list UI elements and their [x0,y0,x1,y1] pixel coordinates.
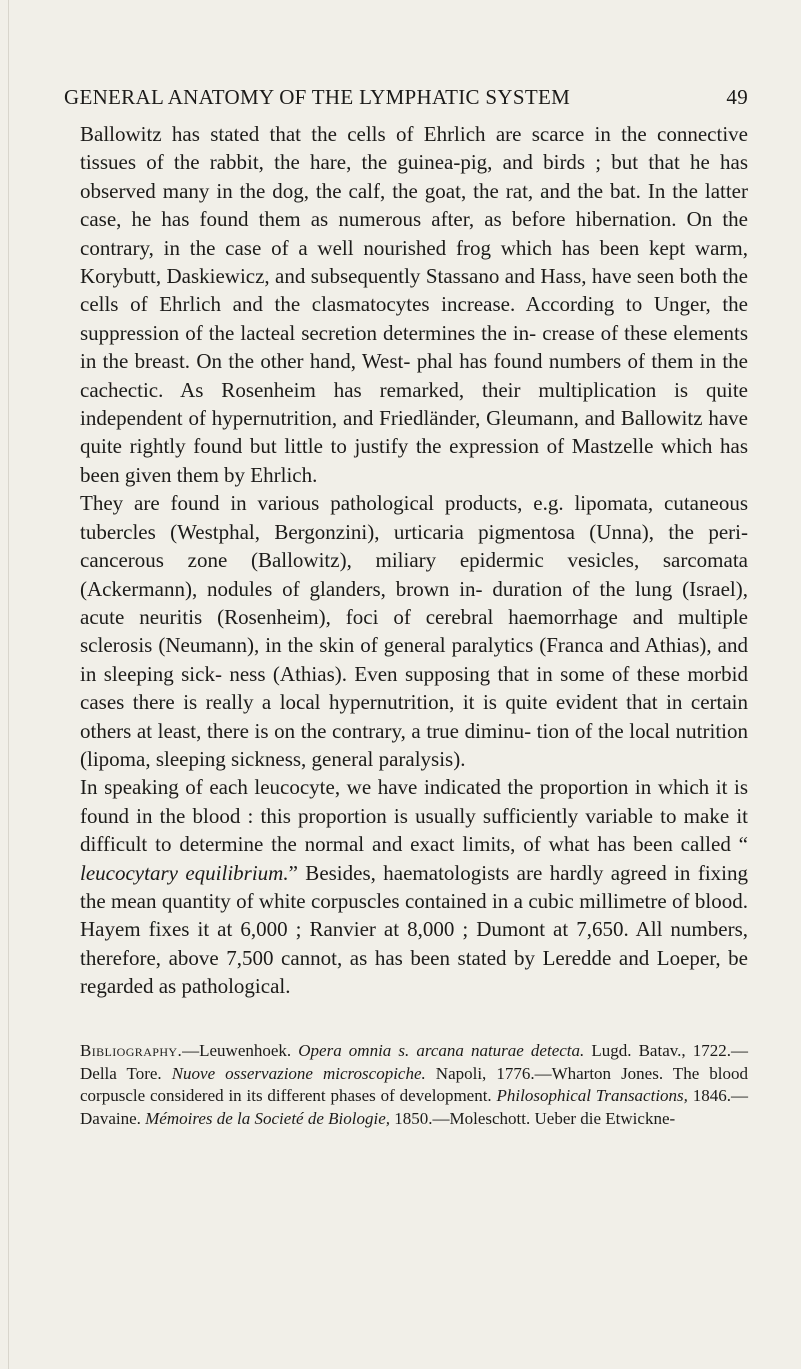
paragraph-3-text-b: ” Besides, haematologists are hardly agreed in fixing the mean quantity of white corpuscles contained in a cubic millimetre of blood. Hayem fixes it at 6,000 ; Ranvier at 8,000 ; Dumont at 7,650. All numbers, therefore, above 7,500 cannot, as has been stated by Leredde and Loeper, be regarded as pathological. [80,860,748,999]
bibliography-text-3: Napoli, 1776.—Wharton Jones. The blood corpuscle considered in its different phases of development. [80,1063,748,1105]
page-edge-rule [8,0,9,1369]
bibliography-italic-4: Mémoires de la Societé de Biologie, [145,1108,390,1128]
running-title: GENERAL ANATOMY OF THE LYMPHATIC SYSTEM [64,85,571,109]
bibliography-text-1: —Leuwenhoek. [182,1041,299,1060]
running-header [64,85,748,117]
bibliography-label: Bibliography. [80,1041,183,1060]
page-number: 49 [726,85,748,109]
paragraph-3-italic: leucocytary equilibrium. [80,860,289,885]
paragraph-3-text-a: In speaking of each leucocyte, we have indicated the proportion in which it is found in the blood : this proportion is usually sufficiently variable to make it difficult to determine the normal and exact limits, of what has been called “ [80,775,748,857]
bibliography-text-4: 1846.—Davaine. [80,1086,749,1128]
bibliography [80,1040,748,1130]
paragraph-3 [80,773,748,1000]
bibliography-text-5: 1850.—Moleschott. Ueber die Etwickne- [390,1108,676,1128]
bibliography-text-2: Lugd. Batav., 1722.—Della Tore. [80,1041,748,1083]
paragraph-1: Ballowitz has stated that the cells of Ehrlich are scarce in the connective tissues of the rabbit, the hare, the guinea-pig, and birds ; but that he has observed many in the dog, the calf, the goat, the rat, and the bat. In the latter case, he has found them as numerous after, as before hibernation. On the contrary, in the case of a well nourished frog which has been kept warm, Korybutt, Daskiewicz, and subsequently Stassano and Hass, have seen both the cells of Ehrlich and the clasmatocytes increase. According to Unger, the suppression of the lacteal secretion determines the in- crease of these elements in the breast. On the other hand, West- phal has found numbers of them in the cachectic. As Rosenheim has remarked, their multiplication is quite independent of hypernutrition, and Friedländer, Gleumann, and Ballowitz have quite rightly found but little to justify the expression of Mastzelle which has been given them by Ehrlich. [80,122,748,487]
body-text [80,120,748,1001]
bibliography-italic-2: Nuove osservazione microscopiche. [171,1063,426,1083]
bibliography-italic-3: Philosophical Transactions, [496,1086,688,1105]
paragraph-2: They are found in various pathological products, e.g. lipomata, cutaneous tubercles (Westphal, Bergonzini), urticaria pigmentosa (Unna), the peri-cancerous zone (Ballowitz), miliary epidermic vesicles, sarcomata (Ackermann), nodules of glanders, brown in- duration of the lung (Israel), acute neuritis (Rosenheim), foci of cerebral haemorrhage and multiple sclerosis (Neumann), in the skin of general paralytics (Franca and Athias), and in sleeping sick- ness (Athias). Even supposing that in some of these morbid cases there is really a local hypernutrition, it is quite evident that in certain others at least, there is on the contrary, a true diminu- tion of the local nutrition (lipoma, sleeping sickness, general paralysis). [80,491,748,771]
bibliography-italic-1: Opera omnia s. arcana naturae detecta. [298,1041,585,1060]
